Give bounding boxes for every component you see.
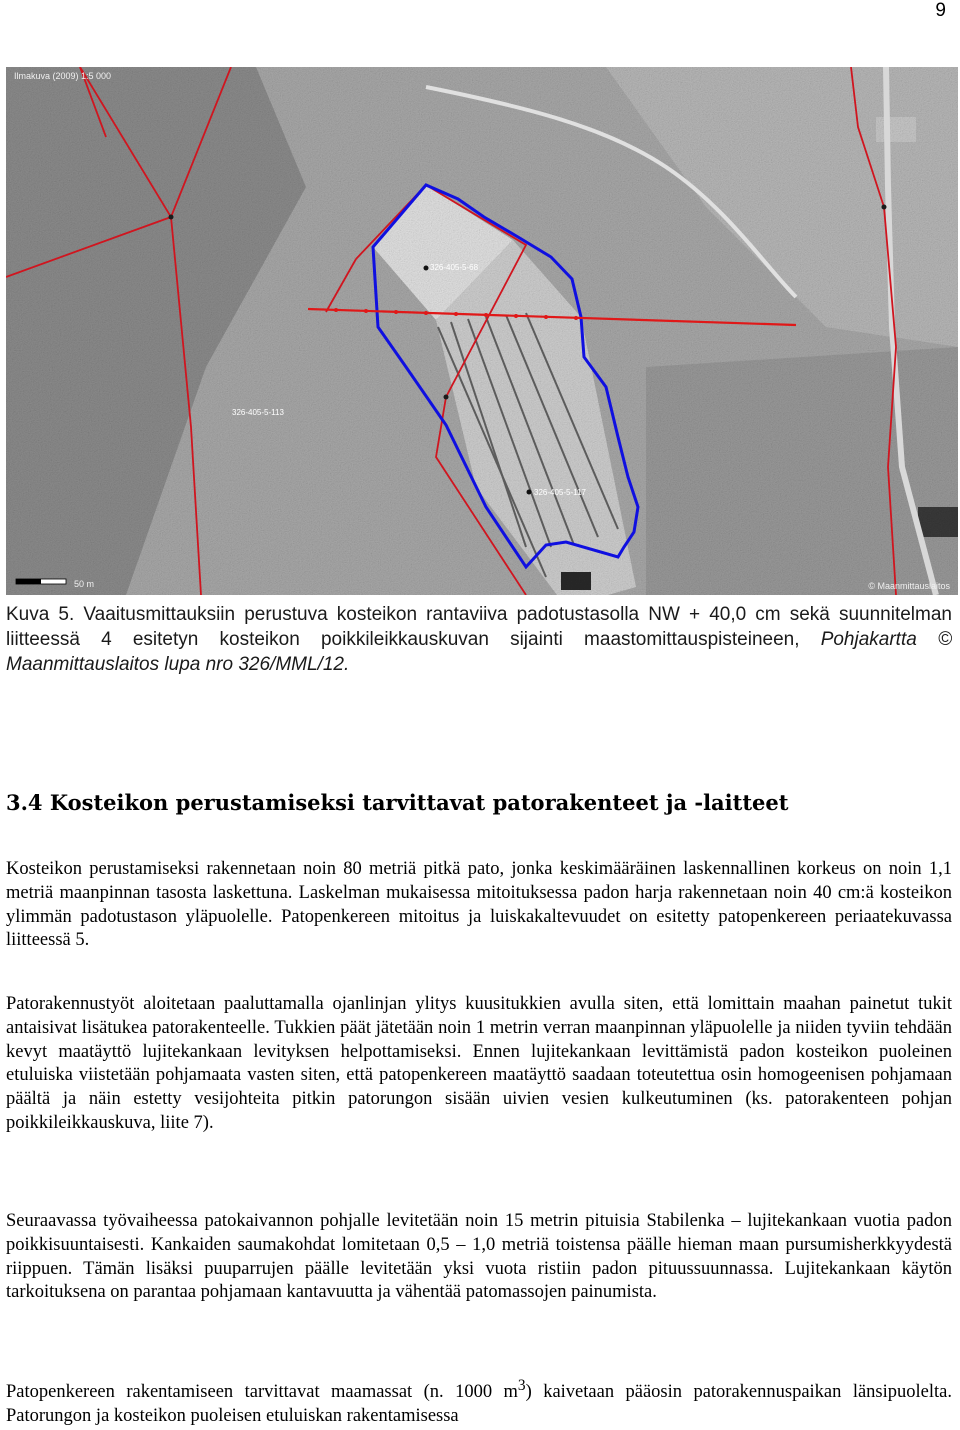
aerial-map-image xyxy=(6,67,958,595)
scale-bar xyxy=(16,579,66,584)
map-point-label: 326-405-5-68 xyxy=(430,263,479,272)
body-paragraph xyxy=(6,1374,952,1429)
body-paragraph: Kosteikon perustamiseksi rakennetaan noin 80 metriä pitkä pato, jonka keskimääräinen laskennallinen korkeus on noin 1,1 metriä maanpinnan tasosta laskettuna. Laskelman mukaisessa mitoituksessa padon harja rakennetaan noin 40 cm:ä kosteikon ylimmän padotustason yläpuolelle. Patopenkereen mitoitus ja luiskakaltevuudet on esitetty patopenkereen periaatekuvassa liitteessä 5. xyxy=(6,859,952,951)
body-paragraph: Seuraavassa työvaiheessa patokaivannon pohjalle levitetään noin 15 metrin pituisia Stabilenka – lujitekankaan vuotia padon poikkisuuntaisesti. Kankaiden saumakohdat lomitetaan 0,5 – 1,0 metriä toistensa päälle hieman maan pursumisherkkyydestä riippuen. Tämän lisäksi puuparrujen päälle levitetään yksi vuota ristiin padon pituussuunnassa. Lujitekankaan käytön tarkoituksena on parantaa pohjamaan kantavuutta ja vähentää patomassojen painumista. xyxy=(6,1211,952,1303)
aerial-map-figure xyxy=(6,67,958,595)
map-copyright: © Maanmittauslaitos xyxy=(868,581,950,591)
superscript-exponent: 3 xyxy=(517,1377,526,1394)
map-point-label: 326-405-5-113 xyxy=(232,408,284,417)
body-paragraph: Patorakennustyöt aloitetaan paaluttamalla ojanlinjan ylitys kuusitukkien avulla siten, että lomittain maahan painetut tukit antaisivat lisätukea patorakenteelle. Tukkien päät jätetään noin 1 metrin verran maanpinnan yläpuolelle ja niiden tyviin tehdään kevyt maatäyttö lujitekankaan levityksen helpottamiseksi. Ennen lujitekankaan levittämistä padon kosteikon puoleinen etuluiska viistetään pohjamaata vasten siten, että patopenkereen maatäyttö saadaan toteutettua osin homogeenisen pohjamaan päältä ja näin estetty vesijohteita pitkin patorungon sisään uivien vesien kulkeutuminen (ks. patorakenteen pohjan poikkileikkauskuva, liite 7). xyxy=(6,994,952,1133)
map-scale-label: Ilmakuva (2009) 1:5 000 xyxy=(14,71,112,81)
figure-caption xyxy=(6,602,952,677)
paragraph-text: Patopenkereen rakentamiseen tarvittavat maamassat (n. 1000 m xyxy=(6,1382,518,1403)
caption-text: Kuva 5. Vaaitusmittauksiin perustuva kosteikon rantaviiva padotustasolla NW + 40,0 cm sekä suunnitelman liitteessä 4 esitetyn kosteikon poikkileikkauskuvan sijainti maastomittauspisteineen, xyxy=(6,604,952,650)
paragraph-text: ) kaivetaan pääosin patorakennuspaikan länsipuolelta. Patorungon ja kosteikon puoleisen etuluiskan rakentamisessa xyxy=(6,1382,952,1426)
page-number: 9 xyxy=(935,0,946,21)
section-heading: 3.4 Kosteikon perustamiseksi tarvittavat patorakenteet ja -laitteet xyxy=(6,790,789,815)
caption-credit: Pohjakartta © Maanmittauslaitos lupa nro 326/MML/12. xyxy=(6,629,952,675)
map-point-label: 326-405-5-117 xyxy=(534,488,586,497)
scale-bar-label: 50 m xyxy=(74,579,95,589)
